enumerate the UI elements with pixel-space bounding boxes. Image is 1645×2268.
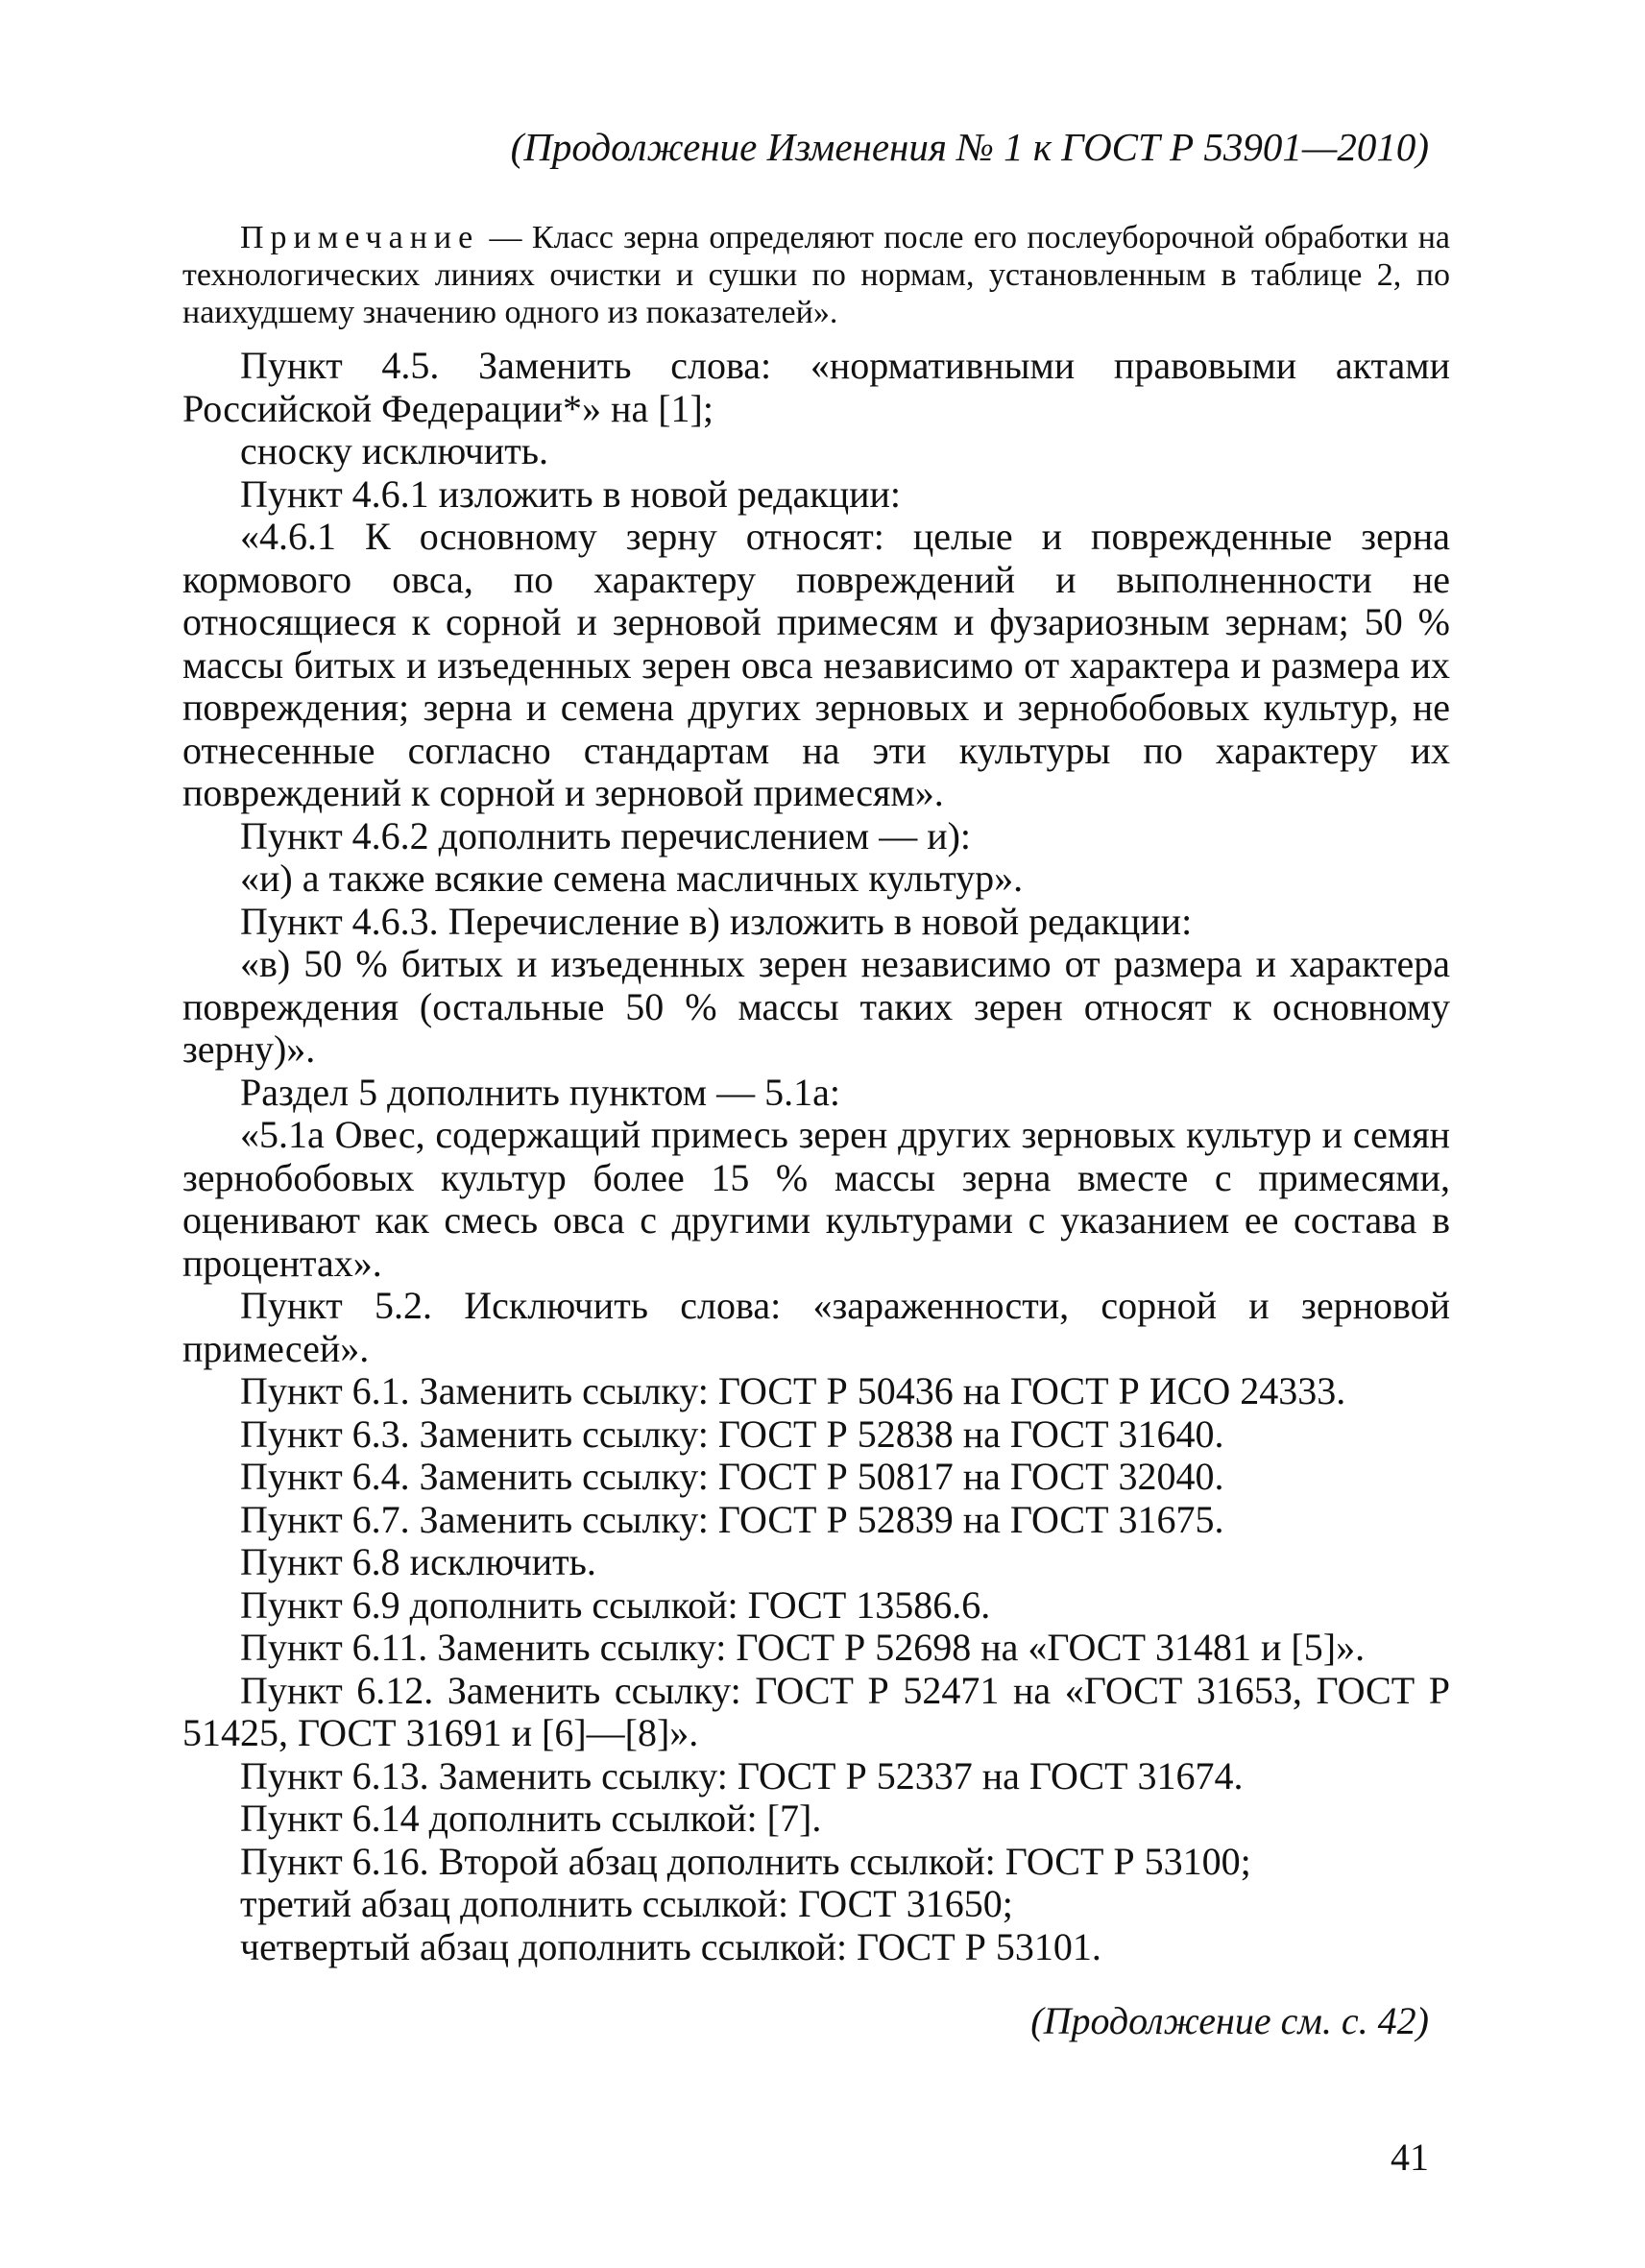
- note-label: Примечание: [240, 220, 480, 255]
- note-text: — Класс зерна определяют после его послеуборочной обработки на технологических линиях очистки и сушки по нормам, установленным в таблице 2, по наихудшему значению одного из показателей».: [182, 220, 1450, 330]
- paragraph-item-4-6-1-intro: Пункт 4.6.1 изложить в новой редакции:: [240, 471, 902, 516]
- paragraph-footnote-remove: сноску исключить.: [240, 429, 548, 472]
- paragraph-item-6-9: Пункт 6.9 дополнить ссылкой: ГОСТ 13586.6.: [240, 1582, 991, 1627]
- paragraph-item-6-7: Пункт 6.7. Заменить ссылку: ГОСТ Р 52839 на ГОСТ 31675.: [240, 1497, 1224, 1541]
- paragraph-item-6-16-third: третий абзац дополнить ссылкой: ГОСТ 31650;: [240, 1882, 1013, 1925]
- paragraph-item-6-11: Пункт 6.11. Заменить ссылку: ГОСТ Р 52698 на «ГОСТ 31481 и [5]».: [240, 1626, 1366, 1669]
- paragraph-item-4-6-2-intro: Пункт 4.6.2 дополнить перечислением — и):: [240, 813, 972, 857]
- paragraph-item-6-3: Пункт 6.3. Заменить ссылку: ГОСТ Р 52838 на ГОСТ 31640.: [240, 1411, 1224, 1456]
- paragraph-item-6-16-fourth: четвертый абзац дополнить ссылкой: ГОСТ Р 53101.: [240, 1924, 1101, 1968]
- paragraph-section-5-intro: Раздел 5 дополнить пунктом — 5.1а:: [240, 1070, 840, 1114]
- paragraph-item-4-6-3-text: «в) 50 % битых и изъеденных зерен независимо от размера и характера повреждения (остальные 50 % массы таких зерен относят к основному зерну)».: [182, 942, 1450, 1071]
- page-footer-continuation: (Продолжение см. с. 42): [1030, 1999, 1429, 2042]
- paragraph-item-6-4: Пункт 6.4. Заменить ссылку: ГОСТ Р 50817 на ГОСТ 32040.: [240, 1455, 1224, 1498]
- paragraph-item-6-12: Пункт 6.12. Заменить ссылку: ГОСТ Р 52471 на «ГОСТ 31653, ГОСТ Р 51425, ГОСТ 31691 и [6]—[8]».: [182, 1668, 1450, 1754]
- page-number: 41: [1391, 2135, 1429, 2179]
- paragraph-item-6-1: Пункт 6.1. Заменить ссылку: ГОСТ Р 50436 на ГОСТ Р ИСО 24333.: [240, 1369, 1346, 1412]
- document-body: [182, 219, 1450, 1968]
- paragraph-item-6-14: Пункт 6.14 дополнить ссылкой: [7].: [240, 1797, 822, 1840]
- paragraph-item-4-6-3-intro: Пункт 4.6.3. Перечисление в) изложить в новой редакции:: [240, 899, 1193, 943]
- paragraph-item-6-13: Пункт 6.13. Заменить ссылку: ГОСТ Р 52337 на ГОСТ 31674.: [240, 1753, 1244, 1798]
- paragraph-item-6-16: Пункт 6.16. Второй абзац дополнить ссылкой: ГОСТ Р 53100;: [240, 1839, 1251, 1883]
- paragraph-item-5-2: Пункт 5.2. Исключить слова: «зараженности, сорной и зерновой примесей».: [182, 1284, 1450, 1370]
- paragraph-item-4-5: Пункт 4.5. Заменить слова: «нормативными правовыми актами Российской Федерации*» на [1];: [182, 344, 1450, 430]
- paragraph-item-4-6-1-text: «4.6.1 К основному зерну относят: целые и поврежденные зерна кормового овса, по характеру повреждений и выполненности не относящиеся к сорной и зерновой примесям и фузариозным зернам; 50 % массы битых и изъеденных зерен овса независимо от характера и размера их повреждения; зерна и семена других зерновых и зернобобовых культур, не отнесенные согласно стандартам на эти культуры по характеру их повреждений к сорной и зерновой примесям».: [182, 515, 1450, 814]
- page-header-continuation: (Продолжение Изменения № 1 к ГОСТ Р 53901—2010): [510, 125, 1429, 169]
- paragraph-item-6-8: Пункт 6.8 исключить.: [240, 1540, 596, 1583]
- paragraph-item-5-1a-text: «5.1а Овес, содержащий примесь зерен других зерновых культур и семян зернобобовых культур более 15 % массы зерна вместе с примесями, оценивают как смесь овса с другими культурами с указанием ее состава в процентах».: [182, 1113, 1450, 1285]
- paragraph-item-4-6-2-text: «и) а также всякие семена масличных культур».: [240, 857, 1024, 900]
- note-paragraph: [182, 219, 1450, 331]
